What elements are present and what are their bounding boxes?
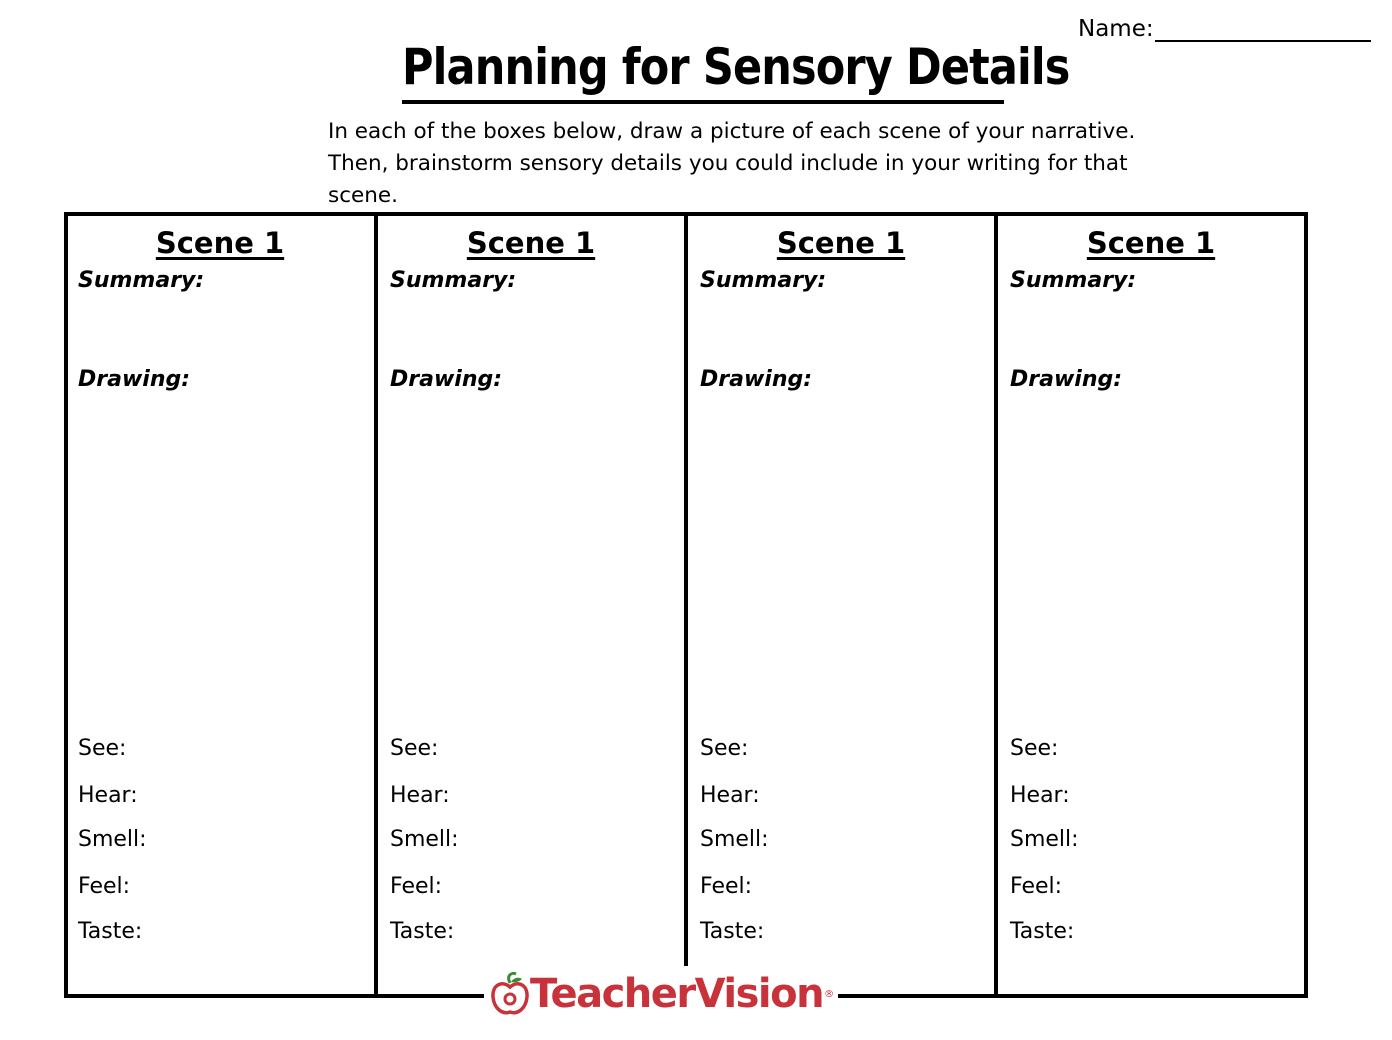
taste-label: Taste: [390, 919, 455, 944]
hear-label: Hear: [78, 783, 138, 808]
scene-title: Scene 1 [1086, 226, 1216, 260]
scene-column[interactable] [996, 212, 1306, 998]
apple-icon [490, 971, 530, 1017]
drawing-label: Drawing: [1010, 367, 1123, 392]
name-field[interactable] [1078, 16, 1371, 42]
summary-label: Summary: [78, 268, 205, 293]
smell-label: Smell: [1010, 827, 1079, 852]
see-label: See: [78, 736, 127, 761]
summary-label: Summary: [1010, 268, 1137, 293]
taste-label: Taste: [78, 919, 143, 944]
hear-label: Hear: [390, 783, 450, 808]
registered-mark: ® [824, 988, 835, 1000]
feel-label: Feel: [78, 874, 131, 899]
teachervision-logo [486, 966, 838, 1022]
smell-label: Smell: [390, 827, 459, 852]
feel-label: Feel: [700, 874, 753, 899]
scene-title: Scene 1 [776, 226, 906, 260]
drawing-label: Drawing: [78, 367, 191, 392]
scene-title: Scene 1 [155, 226, 285, 260]
hear-label: Hear: [1010, 783, 1070, 808]
drawing-label: Drawing: [390, 367, 503, 392]
name-blank-line[interactable] [1155, 16, 1371, 42]
see-label: See: [1010, 736, 1059, 761]
scene-grid [64, 212, 1308, 998]
smell-label: Smell: [78, 827, 147, 852]
scene-column[interactable] [686, 212, 996, 998]
smell-label: Smell: [700, 827, 769, 852]
scene-column[interactable] [64, 212, 376, 998]
feel-label: Feel: [1010, 874, 1063, 899]
taste-label: Taste: [700, 919, 765, 944]
instructions-text: In each of the boxes below, draw a picture of each scene of your narrative. Then, brainstorm sensory details you could include in your writing for that scene. [328, 119, 1136, 208]
logo-wordmark: TeacherVision [530, 971, 824, 1017]
scene-title: Scene 1 [466, 226, 596, 260]
drawing-label: Drawing: [700, 367, 813, 392]
feel-label: Feel: [390, 874, 443, 899]
scene-column[interactable] [376, 212, 686, 998]
hear-label: Hear: [700, 783, 760, 808]
page-title: Planning for Sensory Details [402, 36, 1004, 104]
taste-label: Taste: [1010, 919, 1075, 944]
see-label: See: [390, 736, 439, 761]
summary-label: Summary: [390, 268, 517, 293]
summary-label: Summary: [700, 268, 827, 293]
name-label: Name: [1078, 16, 1154, 42]
see-label: See: [700, 736, 749, 761]
